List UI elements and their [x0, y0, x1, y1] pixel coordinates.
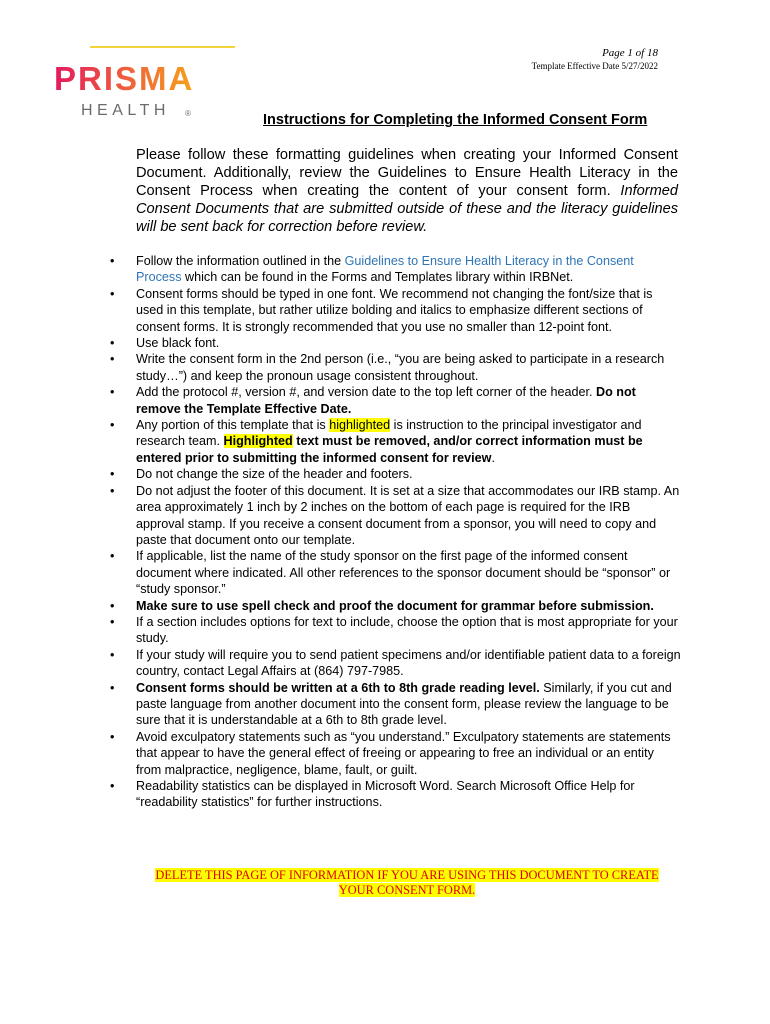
list-item: • Any portion of this template that is highlighted is instruction to the principal investigator and research team. Highlighted text must be removed, and/or correct information must be entered prior to submitting the informed consent for review.	[110, 418, 643, 465]
prisma-health-logo	[54, 62, 214, 122]
template-effective-date: Template Effective Date 5/27/2022	[531, 61, 658, 71]
page-header	[532, 46, 658, 73]
health-literacy-guidelines-link[interactable]: Guidelines to Ensure Health Literacy in the Consent Process	[136, 254, 634, 285]
list-item: • Do not change the size of the header and footers.	[110, 467, 413, 482]
list-item: • Add the protocol #, version #, and version date to the top left corner of the header. Do not remove the Template Effective Date.	[110, 385, 636, 416]
logo-prisma-text: PRISMA	[54, 62, 195, 97]
list-item: • Make sure to use spell check and proof the document for grammar before submission.	[110, 598, 654, 613]
list-item: • Consent forms should be written at a 6th to 8th grade reading level. Similarly, if you cut and paste language from another document into the consent form, please review the language to be sure that it is understandable at a 6th to 8th grade level.	[110, 680, 672, 728]
list-item: • Avoid exculpatory statements such as “you understand.” Exculpatory statements are statements that appear to have the general effect of freeing or appearing to free an individual or an entity from malpractice, negligence, blame, fault, or guilt.	[110, 729, 671, 777]
intro-paragraph	[136, 146, 678, 236]
delete-warning-line-2: YOUR CONSENT FORM.	[338, 883, 476, 897]
list-item: • Consent forms should be typed in one font. We recommend not changing the font/size that is used in this template, but rather utilize bolding and italics to emphasize different sections of consent forms. It is strongly recommended that you use no smaller than 12-point font.	[110, 286, 653, 334]
logo-health-text: HEALTH	[81, 102, 170, 119]
instruction-list	[110, 253, 682, 811]
delete-warning-line-1: DELETE THIS PAGE OF INFORMATION IF YOU ARE USING THIS DOCUMENT TO CREATE	[155, 868, 659, 882]
logo-accent-line	[90, 46, 235, 48]
intro-text: Please follow these formatting guidelines when creating your Informed Consent Document. Additionally, review the Guidelines to Ensure Health Literacy in the Consent Process when creating the content of your consent form.	[136, 147, 678, 199]
list-item: • If applicable, list the name of the study sponsor on the first page of the informed consent document where indicated. All other references to the sponsor document should be “sponsor” or “study sponsor.”	[110, 549, 671, 597]
list-item: • Do not adjust the footer of this document. It is set at a size that accommodates our IRB stamp. An area approximately 1 inch by 2 inches on the bottom of each page is required for the IRB approval stamp. If you receive a consent document from a sponsor, you will need to copy and paste that document onto our template.	[110, 483, 680, 547]
list-item: • Use black font.	[110, 336, 220, 351]
intro-italic-text: Informed Consent Documents that are submitted outside of these and the literacy guidelines will be sent back for correction before review.	[136, 183, 678, 235]
page-number: Page 1 of 18	[602, 47, 658, 59]
highlighted-word: highlighted	[329, 418, 391, 433]
logo-registered-mark: ®	[185, 109, 191, 118]
list-item: • If your study will require you to send patient specimens and/or identifiable patient data to a foreign country, contact Legal Affairs at (864) 797-7985.	[110, 647, 681, 679]
list-item: • Write the consent form in the 2nd person (i.e., “you are being asked to participate in a research study…”) and keep the pronoun usage consistent throughout.	[110, 352, 665, 383]
list-item: • If a section includes options for text to include, choose the option that is most appropriate for your study.	[110, 614, 678, 646]
delete-page-warning	[136, 868, 678, 898]
list-item: • Readability statistics can be displayed in Microsoft Word. Search Microsoft Office Help for “readability statistics” for further instructions.	[110, 779, 635, 810]
page-title: Instructions for Completing the Informed Consent Form	[263, 112, 648, 128]
list-item: • Follow the information outlined in the Guidelines to Ensure Health Literacy in the Consent Process which can be found in the Forms and Templates library within IRBNet.	[110, 254, 634, 285]
